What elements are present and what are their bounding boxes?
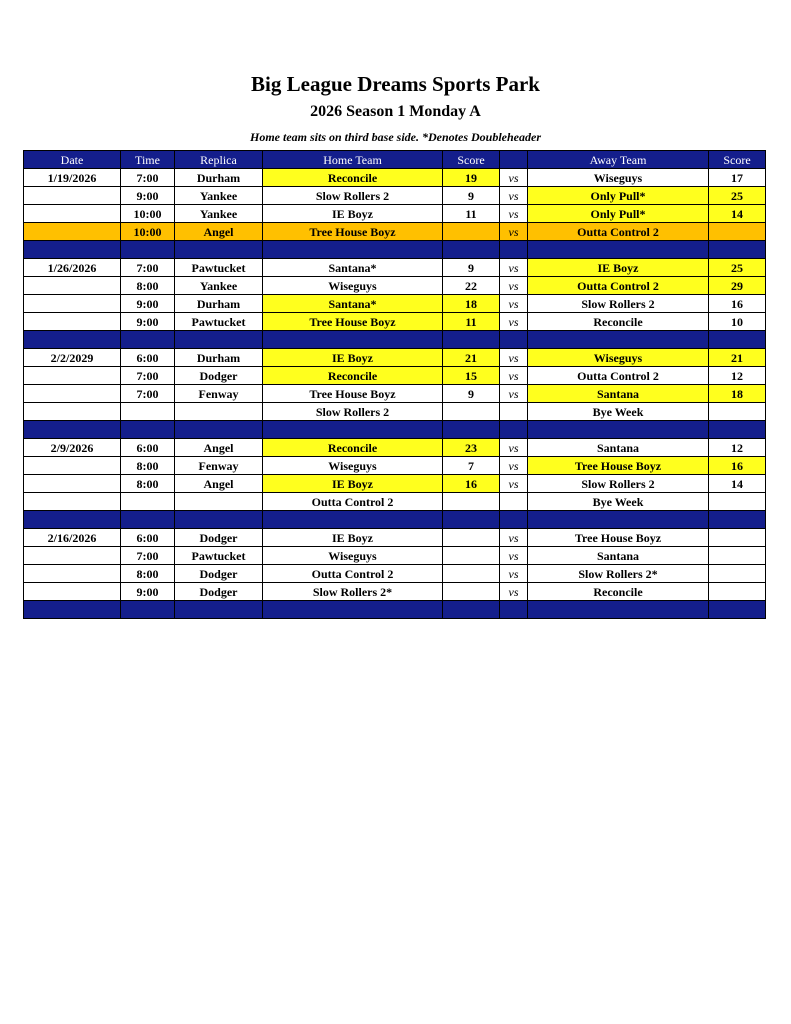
table-row	[24, 385, 766, 403]
cell-replica: Durham	[175, 349, 263, 367]
separator-cell	[528, 331, 709, 349]
cell-home-score: 15	[443, 367, 500, 385]
week-separator-row	[24, 421, 766, 439]
cell-home-team: Tree House Boyz	[263, 313, 443, 331]
col-header-time: Time	[121, 151, 175, 169]
cell-vs: vs	[500, 277, 528, 295]
cell-date	[24, 493, 121, 511]
cell-time: 6:00	[121, 439, 175, 457]
cell-date: 2/16/2026	[24, 529, 121, 547]
cell-vs: vs	[500, 457, 528, 475]
cell-home-score: 19	[443, 169, 500, 187]
cell-home-team: Outta Control 2	[263, 565, 443, 583]
cell-away-score: 29	[709, 277, 766, 295]
cell-vs: vs	[500, 565, 528, 583]
separator-cell	[24, 331, 121, 349]
separator-cell	[121, 331, 175, 349]
cell-away-score: 25	[709, 187, 766, 205]
table-row	[24, 529, 766, 547]
cell-replica: Yankee	[175, 187, 263, 205]
cell-time: 7:00	[121, 547, 175, 565]
cell-home-team: Tree House Boyz	[263, 223, 443, 241]
cell-home-score: 9	[443, 259, 500, 277]
cell-away-team: Slow Rollers 2	[528, 475, 709, 493]
separator-cell	[500, 331, 528, 349]
separator-cell	[263, 511, 443, 529]
cell-home-team: Slow Rollers 2	[263, 403, 443, 421]
cell-date	[24, 565, 121, 583]
cell-date	[24, 385, 121, 403]
cell-vs: vs	[500, 475, 528, 493]
schedule-table	[23, 150, 766, 619]
cell-away-team: Only Pull*	[528, 187, 709, 205]
page-title: Big League Dreams Sports Park	[251, 72, 540, 96]
col-header-home-team: Home Team	[263, 151, 443, 169]
cell-replica: Angel	[175, 223, 263, 241]
table-row	[24, 547, 766, 565]
cell-away-team: Wiseguys	[528, 169, 709, 187]
cell-replica: Pawtucket	[175, 547, 263, 565]
cell-home-team: Santana*	[263, 259, 443, 277]
cell-away-score	[709, 565, 766, 583]
cell-time: 8:00	[121, 277, 175, 295]
cell-date	[24, 187, 121, 205]
cell-home-team: Reconcile	[263, 439, 443, 457]
separator-cell	[121, 421, 175, 439]
cell-home-score	[443, 529, 500, 547]
cell-replica: Yankee	[175, 205, 263, 223]
cell-away-team: Bye Week	[528, 403, 709, 421]
table-row	[24, 295, 766, 313]
separator-cell	[24, 421, 121, 439]
cell-away-team: Reconcile	[528, 583, 709, 601]
cell-away-score: 18	[709, 385, 766, 403]
cell-vs: vs	[500, 205, 528, 223]
cell-away-team: Tree House Boyz	[528, 457, 709, 475]
cell-replica: Fenway	[175, 457, 263, 475]
separator-cell	[175, 331, 263, 349]
separator-cell	[500, 601, 528, 619]
cell-vs: vs	[500, 367, 528, 385]
separator-cell	[263, 421, 443, 439]
cell-date	[24, 583, 121, 601]
cell-replica: Durham	[175, 295, 263, 313]
cell-vs: vs	[500, 169, 528, 187]
separator-cell	[175, 601, 263, 619]
separator-cell	[443, 511, 500, 529]
separator-cell	[175, 241, 263, 259]
cell-replica: Dodger	[175, 529, 263, 547]
cell-away-score: 25	[709, 259, 766, 277]
cell-home-team: Wiseguys	[263, 457, 443, 475]
cell-vs: vs	[500, 529, 528, 547]
cell-away-score: 16	[709, 457, 766, 475]
separator-cell	[24, 241, 121, 259]
cell-replica: Dodger	[175, 565, 263, 583]
cell-away-team: Santana	[528, 547, 709, 565]
cell-vs: vs	[500, 295, 528, 313]
cell-time: 7:00	[121, 259, 175, 277]
cell-home-score	[443, 223, 500, 241]
cell-date: 2/9/2026	[24, 439, 121, 457]
cell-away-score: 12	[709, 439, 766, 457]
cell-away-score: 16	[709, 295, 766, 313]
cell-time: 10:00	[121, 205, 175, 223]
table-header-row	[24, 151, 766, 169]
cell-vs: vs	[500, 259, 528, 277]
cell-date: 1/26/2026	[24, 259, 121, 277]
cell-vs: vs	[500, 583, 528, 601]
cell-home-team: IE Boyz	[263, 205, 443, 223]
cell-away-team: Slow Rollers 2*	[528, 565, 709, 583]
cell-vs: vs	[500, 313, 528, 331]
cell-vs: vs	[500, 187, 528, 205]
cell-away-team: Outta Control 2	[528, 277, 709, 295]
cell-vs: vs	[500, 349, 528, 367]
cell-home-score: 11	[443, 313, 500, 331]
cell-away-score	[709, 493, 766, 511]
table-row	[24, 169, 766, 187]
cell-home-team: Outta Control 2	[263, 493, 443, 511]
cell-home-team: Slow Rollers 2	[263, 187, 443, 205]
cell-away-team: Only Pull*	[528, 205, 709, 223]
cell-home-score	[443, 547, 500, 565]
cell-date	[24, 223, 121, 241]
cell-away-team: Reconcile	[528, 313, 709, 331]
separator-cell	[121, 511, 175, 529]
separator-cell	[528, 601, 709, 619]
cell-home-score: 22	[443, 277, 500, 295]
separator-cell	[709, 601, 766, 619]
cell-home-score: 9	[443, 187, 500, 205]
separator-cell	[175, 511, 263, 529]
cell-date	[24, 457, 121, 475]
cell-time: 6:00	[121, 529, 175, 547]
table-row	[24, 457, 766, 475]
cell-replica: Fenway	[175, 385, 263, 403]
separator-cell	[528, 511, 709, 529]
cell-vs: vs	[500, 385, 528, 403]
cell-vs	[500, 493, 528, 511]
cell-replica: Yankee	[175, 277, 263, 295]
separator-cell	[24, 511, 121, 529]
cell-away-score: 21	[709, 349, 766, 367]
cell-time: 7:00	[121, 169, 175, 187]
cell-time: 6:00	[121, 349, 175, 367]
separator-cell	[263, 601, 443, 619]
table-row	[24, 439, 766, 457]
cell-time: 10:00	[121, 223, 175, 241]
cell-home-score	[443, 565, 500, 583]
separator-cell	[443, 421, 500, 439]
col-header-vs	[500, 151, 528, 169]
cell-away-score: 12	[709, 367, 766, 385]
cell-home-team: Slow Rollers 2*	[263, 583, 443, 601]
col-header-away-team: Away Team	[528, 151, 709, 169]
separator-cell	[121, 601, 175, 619]
separator-cell	[500, 511, 528, 529]
table-row	[24, 367, 766, 385]
table-row	[24, 277, 766, 295]
table-row	[24, 565, 766, 583]
col-header-home-score: Score	[443, 151, 500, 169]
doubleheader-note: Home team sits on third base side. *Denotes Doubleheader	[250, 130, 541, 144]
cell-home-team: Reconcile	[263, 169, 443, 187]
schedule-body	[24, 169, 766, 619]
cell-away-score: 14	[709, 205, 766, 223]
cell-time: 9:00	[121, 187, 175, 205]
cell-time	[121, 403, 175, 421]
cell-date	[24, 547, 121, 565]
separator-cell	[528, 421, 709, 439]
cell-away-score: 17	[709, 169, 766, 187]
cell-date	[24, 367, 121, 385]
cell-home-team: IE Boyz	[263, 475, 443, 493]
cell-away-team: Slow Rollers 2	[528, 295, 709, 313]
cell-away-team: Santana	[528, 385, 709, 403]
separator-cell	[709, 241, 766, 259]
cell-away-team: Bye Week	[528, 493, 709, 511]
cell-home-score	[443, 583, 500, 601]
separator-cell	[528, 241, 709, 259]
cell-away-team: Outta Control 2	[528, 223, 709, 241]
cell-time: 7:00	[121, 385, 175, 403]
table-row	[24, 313, 766, 331]
cell-home-team: IE Boyz	[263, 529, 443, 547]
table-row	[24, 223, 766, 241]
week-separator-row	[24, 331, 766, 349]
cell-replica: Angel	[175, 475, 263, 493]
cell-replica: Durham	[175, 169, 263, 187]
cell-away-score	[709, 583, 766, 601]
separator-cell	[24, 601, 121, 619]
cell-time	[121, 493, 175, 511]
cell-home-team: IE Boyz	[263, 349, 443, 367]
cell-home-team: Wiseguys	[263, 547, 443, 565]
table-row	[24, 403, 766, 421]
separator-cell	[263, 241, 443, 259]
cell-away-score: 10	[709, 313, 766, 331]
separator-cell	[709, 331, 766, 349]
cell-time: 8:00	[121, 457, 175, 475]
cell-replica: Dodger	[175, 367, 263, 385]
cell-home-team: Santana*	[263, 295, 443, 313]
cell-away-team: Wiseguys	[528, 349, 709, 367]
table-row	[24, 259, 766, 277]
separator-cell	[500, 421, 528, 439]
cell-home-team: Reconcile	[263, 367, 443, 385]
cell-home-score: 16	[443, 475, 500, 493]
cell-date	[24, 403, 121, 421]
cell-replica	[175, 493, 263, 511]
separator-cell	[443, 331, 500, 349]
cell-away-score	[709, 529, 766, 547]
cell-away-score	[709, 547, 766, 565]
separator-cell	[709, 421, 766, 439]
cell-away-score	[709, 223, 766, 241]
cell-away-score: 14	[709, 475, 766, 493]
cell-date	[24, 205, 121, 223]
cell-time: 9:00	[121, 295, 175, 313]
separator-cell	[443, 601, 500, 619]
cell-time: 8:00	[121, 475, 175, 493]
cell-home-score	[443, 493, 500, 511]
table-row	[24, 475, 766, 493]
cell-home-score: 11	[443, 205, 500, 223]
week-separator-row	[24, 241, 766, 259]
cell-away-score	[709, 403, 766, 421]
cell-time: 9:00	[121, 583, 175, 601]
cell-home-score	[443, 403, 500, 421]
table-row	[24, 583, 766, 601]
separator-cell	[443, 241, 500, 259]
cell-home-team: Wiseguys	[263, 277, 443, 295]
cell-date: 2/2/2029	[24, 349, 121, 367]
cell-away-team: Outta Control 2	[528, 367, 709, 385]
col-header-away-score: Score	[709, 151, 766, 169]
cell-home-score: 21	[443, 349, 500, 367]
cell-time: 7:00	[121, 367, 175, 385]
separator-cell	[121, 241, 175, 259]
cell-replica: Pawtucket	[175, 313, 263, 331]
col-header-date: Date	[24, 151, 121, 169]
cell-home-score: 7	[443, 457, 500, 475]
cell-vs	[500, 403, 528, 421]
table-row	[24, 187, 766, 205]
cell-replica: Pawtucket	[175, 259, 263, 277]
table-row	[24, 205, 766, 223]
cell-date: 1/19/2026	[24, 169, 121, 187]
week-separator-row	[24, 601, 766, 619]
cell-home-team: Tree House Boyz	[263, 385, 443, 403]
separator-cell	[175, 421, 263, 439]
cell-date	[24, 475, 121, 493]
cell-away-team: IE Boyz	[528, 259, 709, 277]
cell-home-score: 18	[443, 295, 500, 313]
cell-replica: Angel	[175, 439, 263, 457]
cell-home-score: 23	[443, 439, 500, 457]
page-subtitle: 2026 Season 1 Monday A	[310, 103, 481, 120]
cell-time: 8:00	[121, 565, 175, 583]
cell-date	[24, 295, 121, 313]
cell-date	[24, 277, 121, 295]
table-row	[24, 349, 766, 367]
cell-vs: vs	[500, 547, 528, 565]
col-header-replica: Replica	[175, 151, 263, 169]
cell-away-team: Santana	[528, 439, 709, 457]
cell-vs: vs	[500, 439, 528, 457]
cell-replica	[175, 403, 263, 421]
cell-date	[24, 313, 121, 331]
separator-cell	[263, 331, 443, 349]
cell-replica: Dodger	[175, 583, 263, 601]
separator-cell	[500, 241, 528, 259]
table-row	[24, 493, 766, 511]
separator-cell	[709, 511, 766, 529]
cell-home-score: 9	[443, 385, 500, 403]
cell-vs: vs	[500, 223, 528, 241]
cell-away-team: Tree House Boyz	[528, 529, 709, 547]
week-separator-row	[24, 511, 766, 529]
cell-time: 9:00	[121, 313, 175, 331]
